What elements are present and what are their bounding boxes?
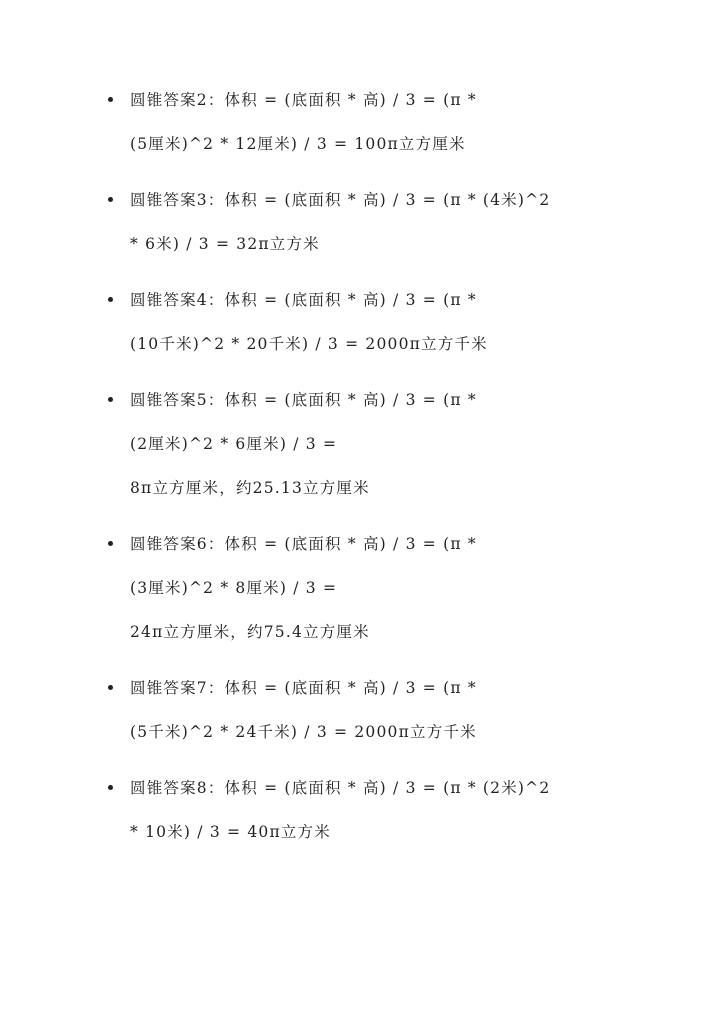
answer-text-line: * 6米) / 3 = 32π立方米 [130, 235, 320, 253]
answer-text-line: 圆锥答案3：体积 = (底面积 * 高) / 3 = (π * (4米)^2 [130, 191, 551, 209]
answer-text-line: 圆锥答案7：体积 = (底面积 * 高) / 3 = (π * [130, 679, 477, 697]
answer-text-line: 8π立方厘米，约25.13立方厘米 [130, 479, 370, 497]
bullet-icon [108, 397, 113, 402]
answer-text-line: (3厘米)^2 * 8厘米) / 3 = [130, 579, 338, 597]
answer-text-line: (10千米)^2 * 20千米) / 3 = 2000π立方千米 [130, 335, 488, 353]
bullet-icon [108, 685, 113, 690]
list-item-answer-8 [0, 766, 640, 866]
answer-list [0, 78, 720, 866]
list-item-answer-5 [0, 378, 640, 522]
bullet-icon [108, 785, 113, 790]
answer-text-line: * 10米) / 3 = 40π立方米 [130, 823, 331, 841]
answer-text-line: 圆锥答案6：体积 = (底面积 * 高) / 3 = (π * [130, 535, 477, 553]
list-item-answer-4 [0, 278, 640, 378]
list-item-answer-2 [0, 78, 640, 178]
answer-text-line: 圆锥答案2：体积 = (底面积 * 高) / 3 = (π * [130, 91, 477, 109]
answer-text-line: 圆锥答案8：体积 = (底面积 * 高) / 3 = (π * (2米)^2 [130, 779, 551, 797]
list-item-answer-7 [0, 666, 640, 766]
answer-text-line: (5千米)^2 * 24千米) / 3 = 2000π立方千米 [130, 723, 477, 741]
answer-text-line: (5厘米)^2 * 12厘米) / 3 = 100π立方厘米 [130, 135, 466, 153]
bullet-icon [108, 97, 113, 102]
answer-text-line: (2厘米)^2 * 6厘米) / 3 = [130, 435, 338, 453]
bullet-icon [108, 197, 113, 202]
bullet-icon [108, 541, 113, 546]
answer-text-line: 圆锥答案5：体积 = (底面积 * 高) / 3 = (π * [130, 391, 477, 409]
list-item-answer-3 [0, 178, 640, 278]
bullet-icon [108, 297, 113, 302]
answer-text-line: 圆锥答案4：体积 = (底面积 * 高) / 3 = (π * [130, 291, 477, 309]
list-item-answer-6 [0, 522, 640, 666]
answer-text-line: 24π立方厘米，约75.4立方厘米 [130, 623, 370, 641]
